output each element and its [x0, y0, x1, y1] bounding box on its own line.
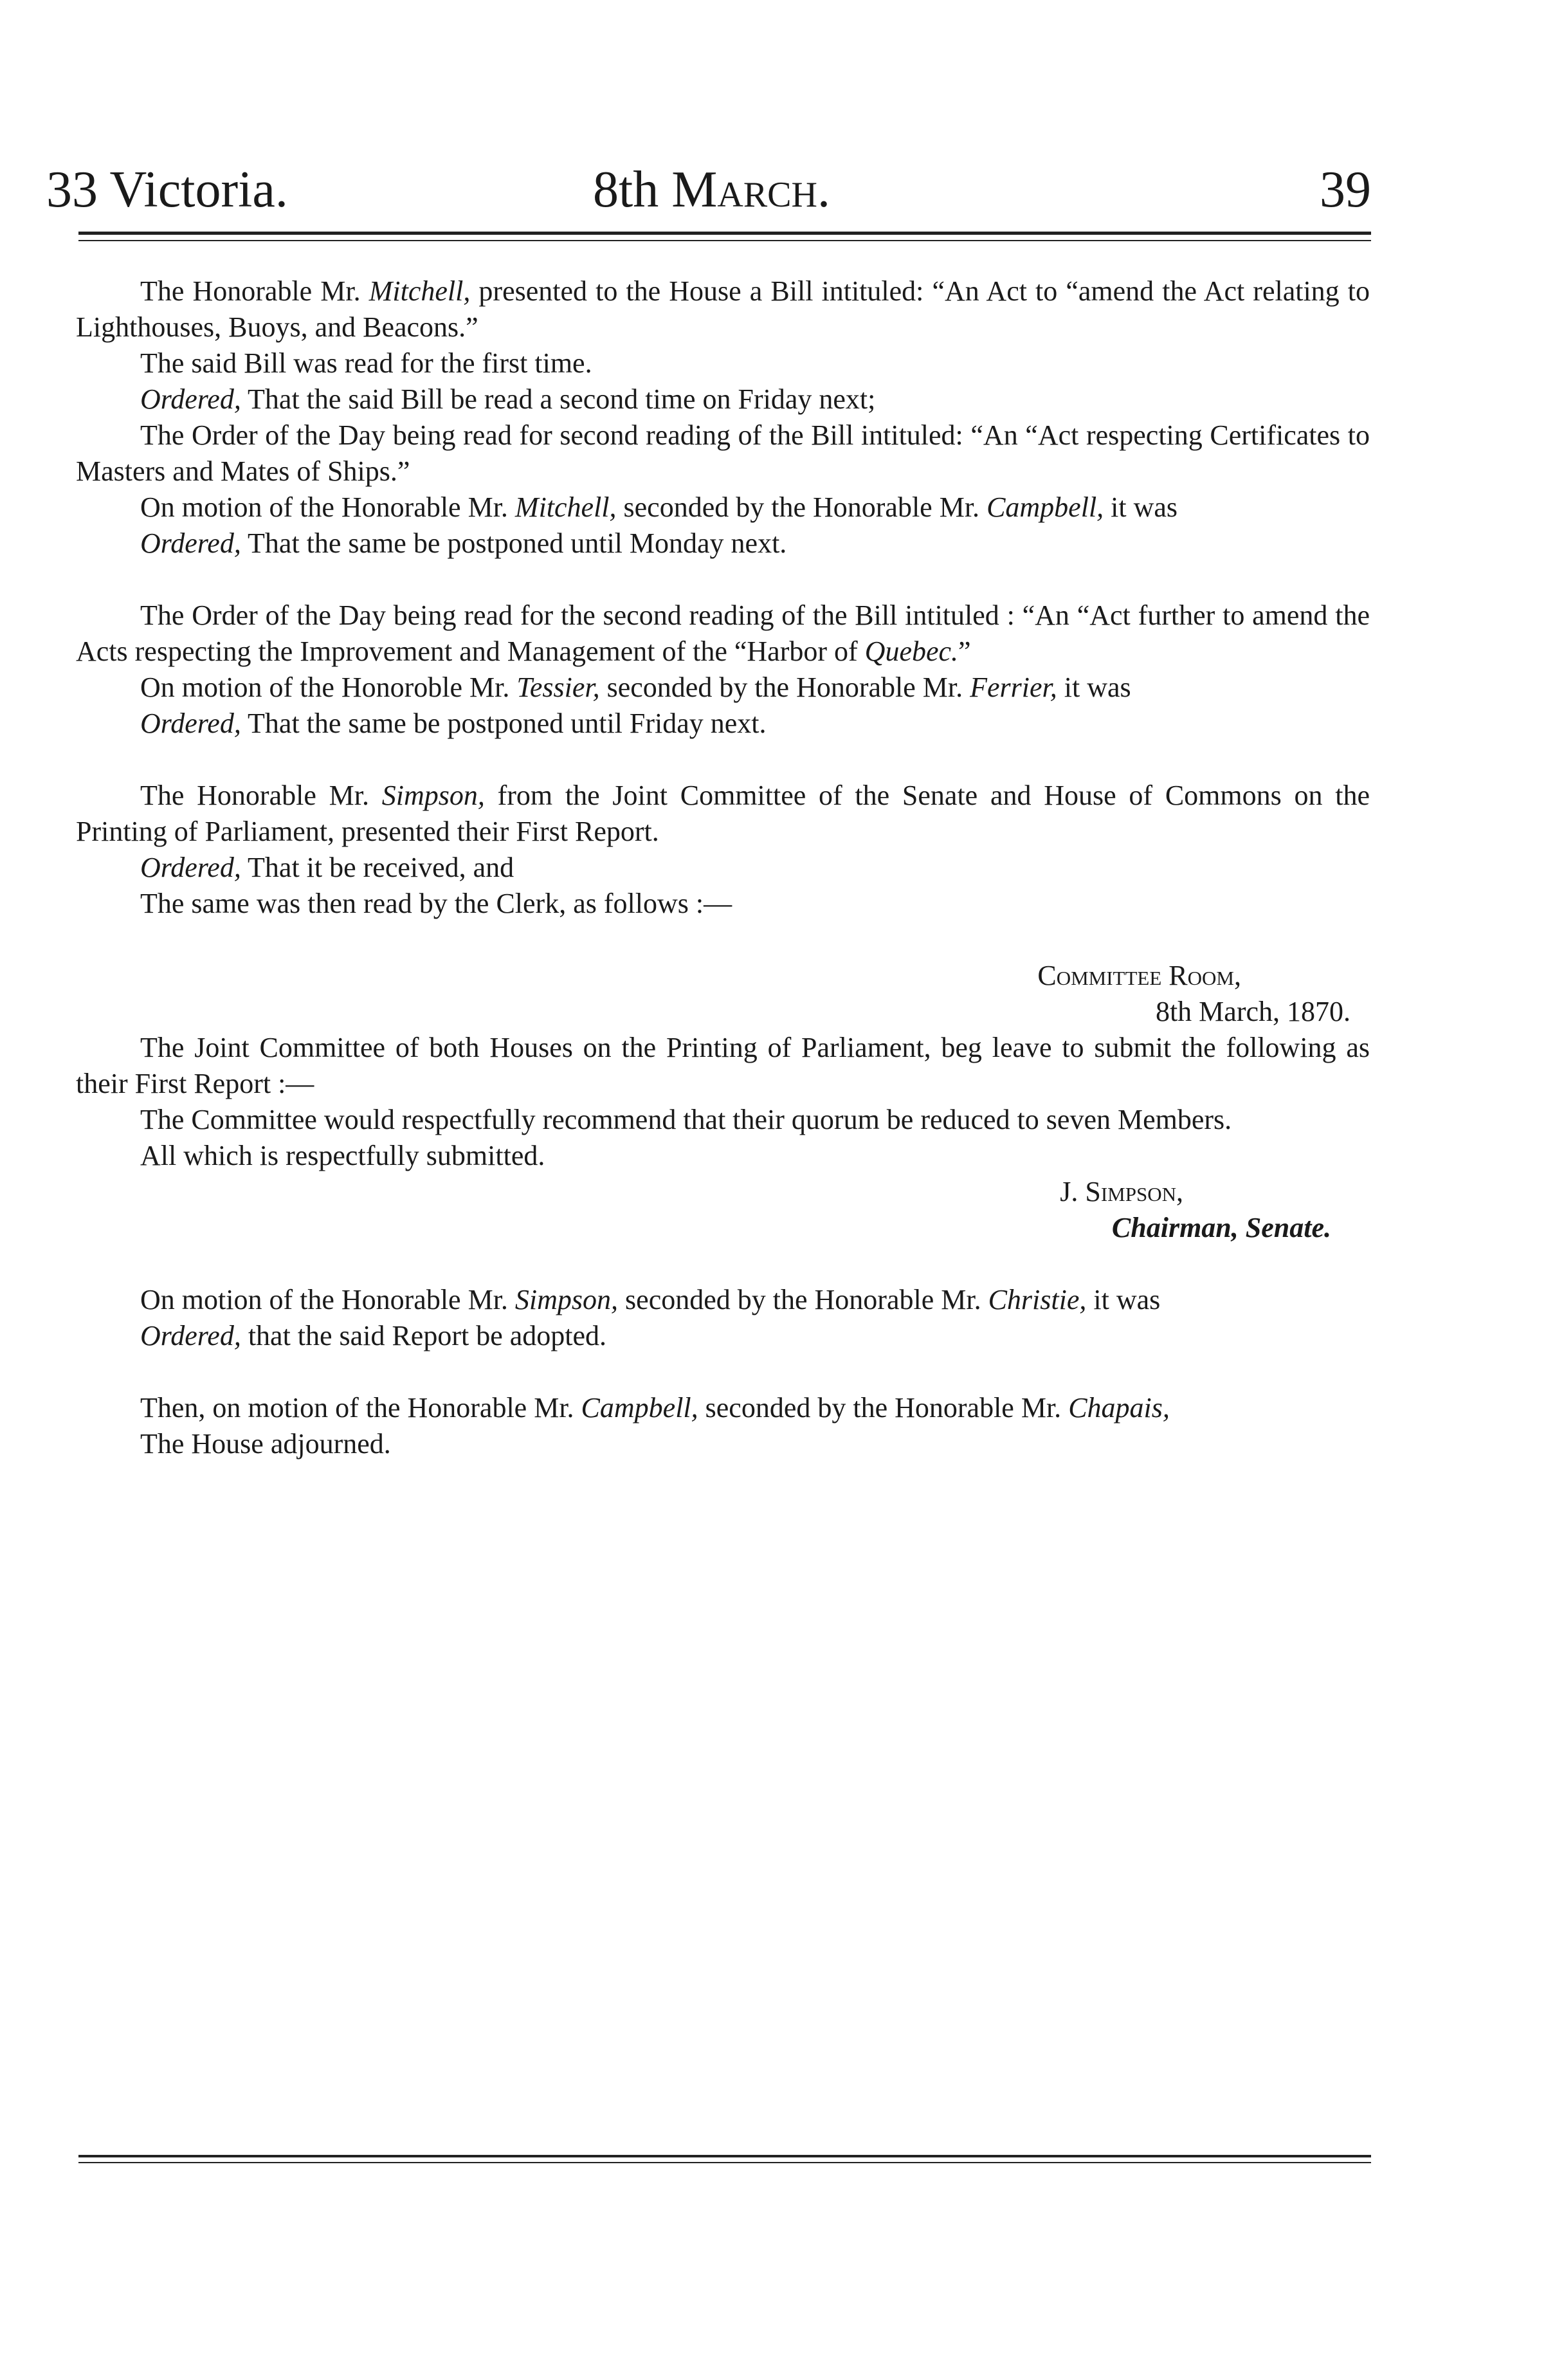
- report-place: Committee Room,: [1037, 960, 1241, 991]
- order-of-day-paragraph: The Order of the Day being read for the second reading of the Bill intituled : “An “Act further to amend the Acts respecting the Improvement and Management of the “Harbor of Quebec.”: [76, 600, 1370, 667]
- footer-rule-thin: [78, 2162, 1371, 2163]
- page-number: 39: [1320, 161, 1371, 218]
- order-paragraph: Ordered, That it be received, and: [140, 852, 514, 883]
- first-reading-note: The said Bill was read for the first time.: [140, 347, 592, 379]
- report-paragraph: The Committee would respectfully recommend that their quorum be reduced to seven Members.: [140, 1104, 1232, 1135]
- member-name: Mitchell,: [368, 275, 471, 307]
- footer-rule: [78, 2155, 1371, 2157]
- order-paragraph: Ordered, That the same be postponed until Friday next.: [140, 708, 767, 739]
- report-signer-title: Chairman, Senate.: [1111, 1212, 1331, 1243]
- journal-body: [76, 273, 1370, 1462]
- header-rule: [78, 232, 1371, 235]
- report-paragraph: The Joint Committee of both Houses on the Printing of Parliament, beg leave to submit the following as their First Report :—: [76, 1032, 1370, 1099]
- order-paragraph: Ordered, That the said Bill be read a second time on Friday next;: [140, 383, 876, 415]
- bill-presentation-paragraph: The Honorable Mr. Mitchell, presented to the House a Bill intituled: “An Act to “amend the Act relating to Lighthouses, Buoys, and Beacons.”: [76, 275, 1370, 343]
- order-paragraph: Ordered, That the same be postponed until Monday next.: [140, 527, 787, 559]
- motion-paragraph: On motion of the Honorable Mr. Mitchell, seconded by the Honorable Mr. Campbell, it was: [140, 491, 1178, 523]
- header-rule-thin: [78, 240, 1371, 241]
- page-header: [46, 154, 1371, 225]
- report-date: 8th March, 1870.: [1155, 996, 1350, 1027]
- report-signer: J. Simpson,: [1060, 1176, 1183, 1207]
- order-of-day-paragraph: The Order of the Day being read for second reading of the Bill intituled: “An “Act respecting Certificates to Masters and Mates of Ships.”: [76, 419, 1370, 487]
- clerk-reading-note: The same was then read by the Clerk, as follows :—: [140, 888, 732, 919]
- report-paragraph: All which is respectfully submitted.: [140, 1140, 545, 1171]
- header-date: 8th March.: [593, 161, 830, 218]
- header-session: 33 Victoria.: [46, 161, 288, 218]
- order-paragraph: Ordered, that the said Report be adopted.: [140, 1320, 607, 1351]
- adjournment-note: The House adjourned.: [140, 1428, 391, 1460]
- motion-paragraph: On motion of the Honoroble Mr. Tessier, seconded by the Honorable Mr. Ferrier, it was: [140, 672, 1131, 703]
- adjournment-motion-paragraph: Then, on motion of the Honorable Mr. Campbell, seconded by the Honorable Mr. Chapais,: [140, 1392, 1170, 1423]
- motion-paragraph: On motion of the Honorable Mr. Simpson, seconded by the Honorable Mr. Christie, it was: [140, 1284, 1161, 1315]
- committee-report-paragraph: The Honorable Mr. Simpson, from the Joint Committee of the Senate and House of Commons on the Printing of Parliament, presented their First Report.: [76, 780, 1370, 847]
